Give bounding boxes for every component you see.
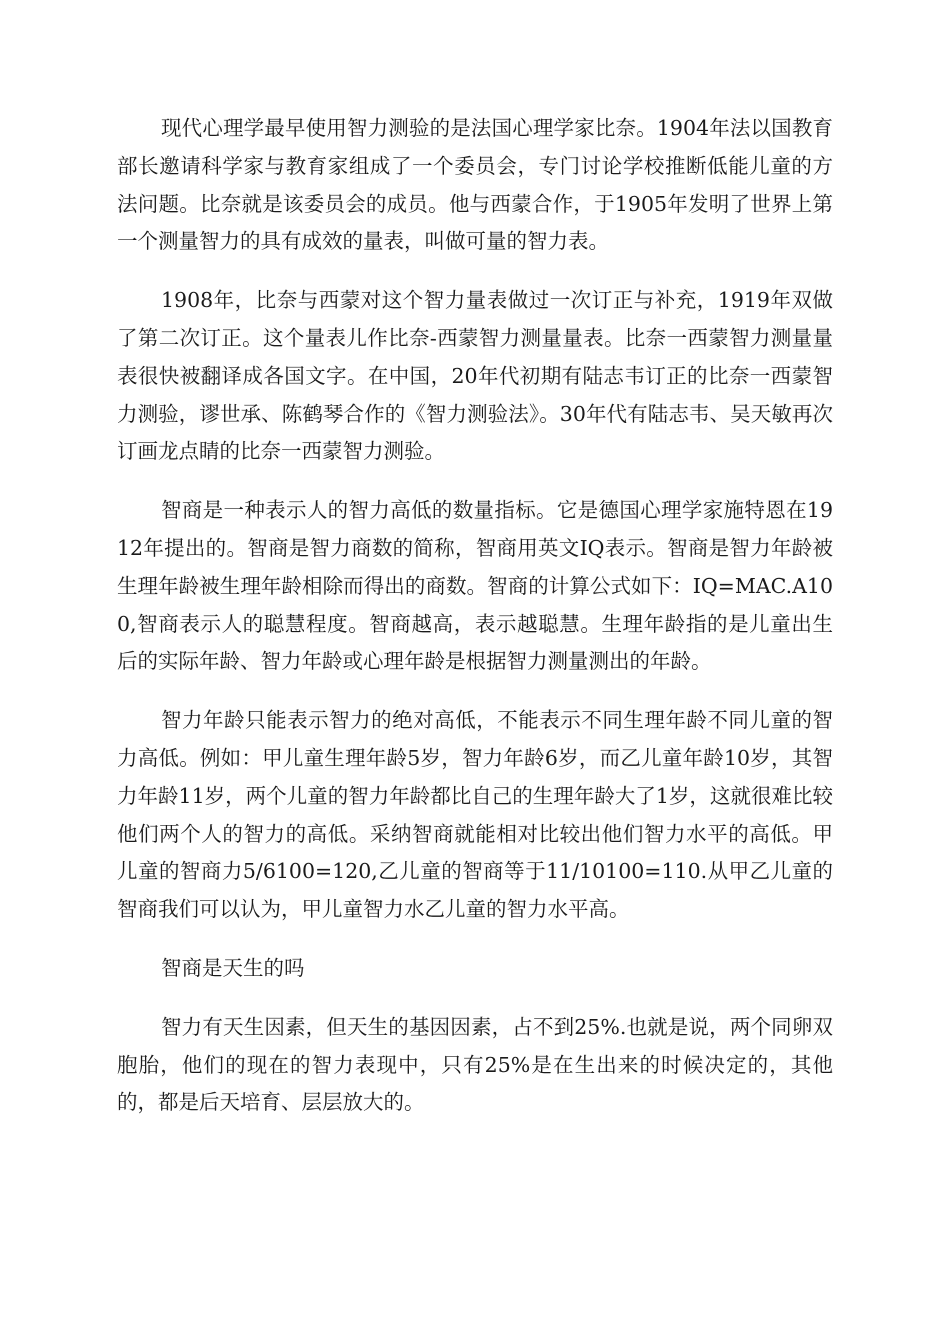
paragraph-mental-age-example: 智力年龄只能表示智力的绝对高低，不能表示不同生理年龄不同儿童的智力高低。例如：甲儿童生理年龄5岁，智力年龄6岁，而乙儿童年龄10岁，其智力年龄11岁，两个儿童的智力年龄都比自己的生理年龄大了1岁，这就很难比较他们两个人的智力的高低。采纳智商就能相对比较出他们智力水平的高低。甲儿童的智商力5/6100=120,乙儿童的智商等于11/10100=110.从甲乙儿童的智商我们可以认为，甲儿童智力水乙儿童的智力水平高。 xyxy=(117,708,833,922)
paragraph-binet-origin: 现代心理学最早使用智力测验的是法国心理学家比奈。1904年法以国教育部长邀请科学家与教育家组成了一个委员会，专门讨论学校推断低能儿童的方法问题。比奈就是该委员会的成员。他与西蒙合作，于1905年发明了世界上第一个测量智力的具有成效的量表，叫做可量的智力表。 xyxy=(117,116,833,254)
paragraph-iq-definition: 智商是一种表示人的智力高低的数量指标。它是德国心理学家施特恩在1912年提出的。智商是智力商数的简称，智商用英文IQ表示。智商是智力年龄被生理年龄被生理年龄相除而得出的商数。智商的计算公式如下：IQ=MAC.A100,智商表示人的聪慧程度。智商越高，表示越聪慧。生理年龄指的是儿童出生后的实际年龄、智力年龄或心理年龄是根据智力测量测出的年龄。 xyxy=(117,498,833,674)
paragraph-scale-revisions: 1908年，比奈与西蒙对这个智力量表做过一次订正与补充，1919年双做了第二次订正。这个量表儿作比奈-西蒙智力测量量表。比奈一西蒙智力测量量表很快被翻译成各国文字。在中国，20年代初期有陆志韦订正的比奈一西蒙智力测验，谬世承、陈鹤琴合作的《智力测验法》。30年代有陆志韦、吴天敏再次订画龙点睛的比奈一西蒙智力测验。 xyxy=(117,288,833,464)
document-body xyxy=(117,110,833,1143)
section-heading-iq-innate: 智商是天生的吗 xyxy=(161,955,305,980)
paragraph-innate-factors: 智力有天生因素，但天生的基因因素，占不到25%.也就是说，两个同卵双胞胎，他们的现在的智力表现中，只有25%是在生出来的时候决定的，其他的，都是后天培育、层层放大的。 xyxy=(117,1014,833,1115)
